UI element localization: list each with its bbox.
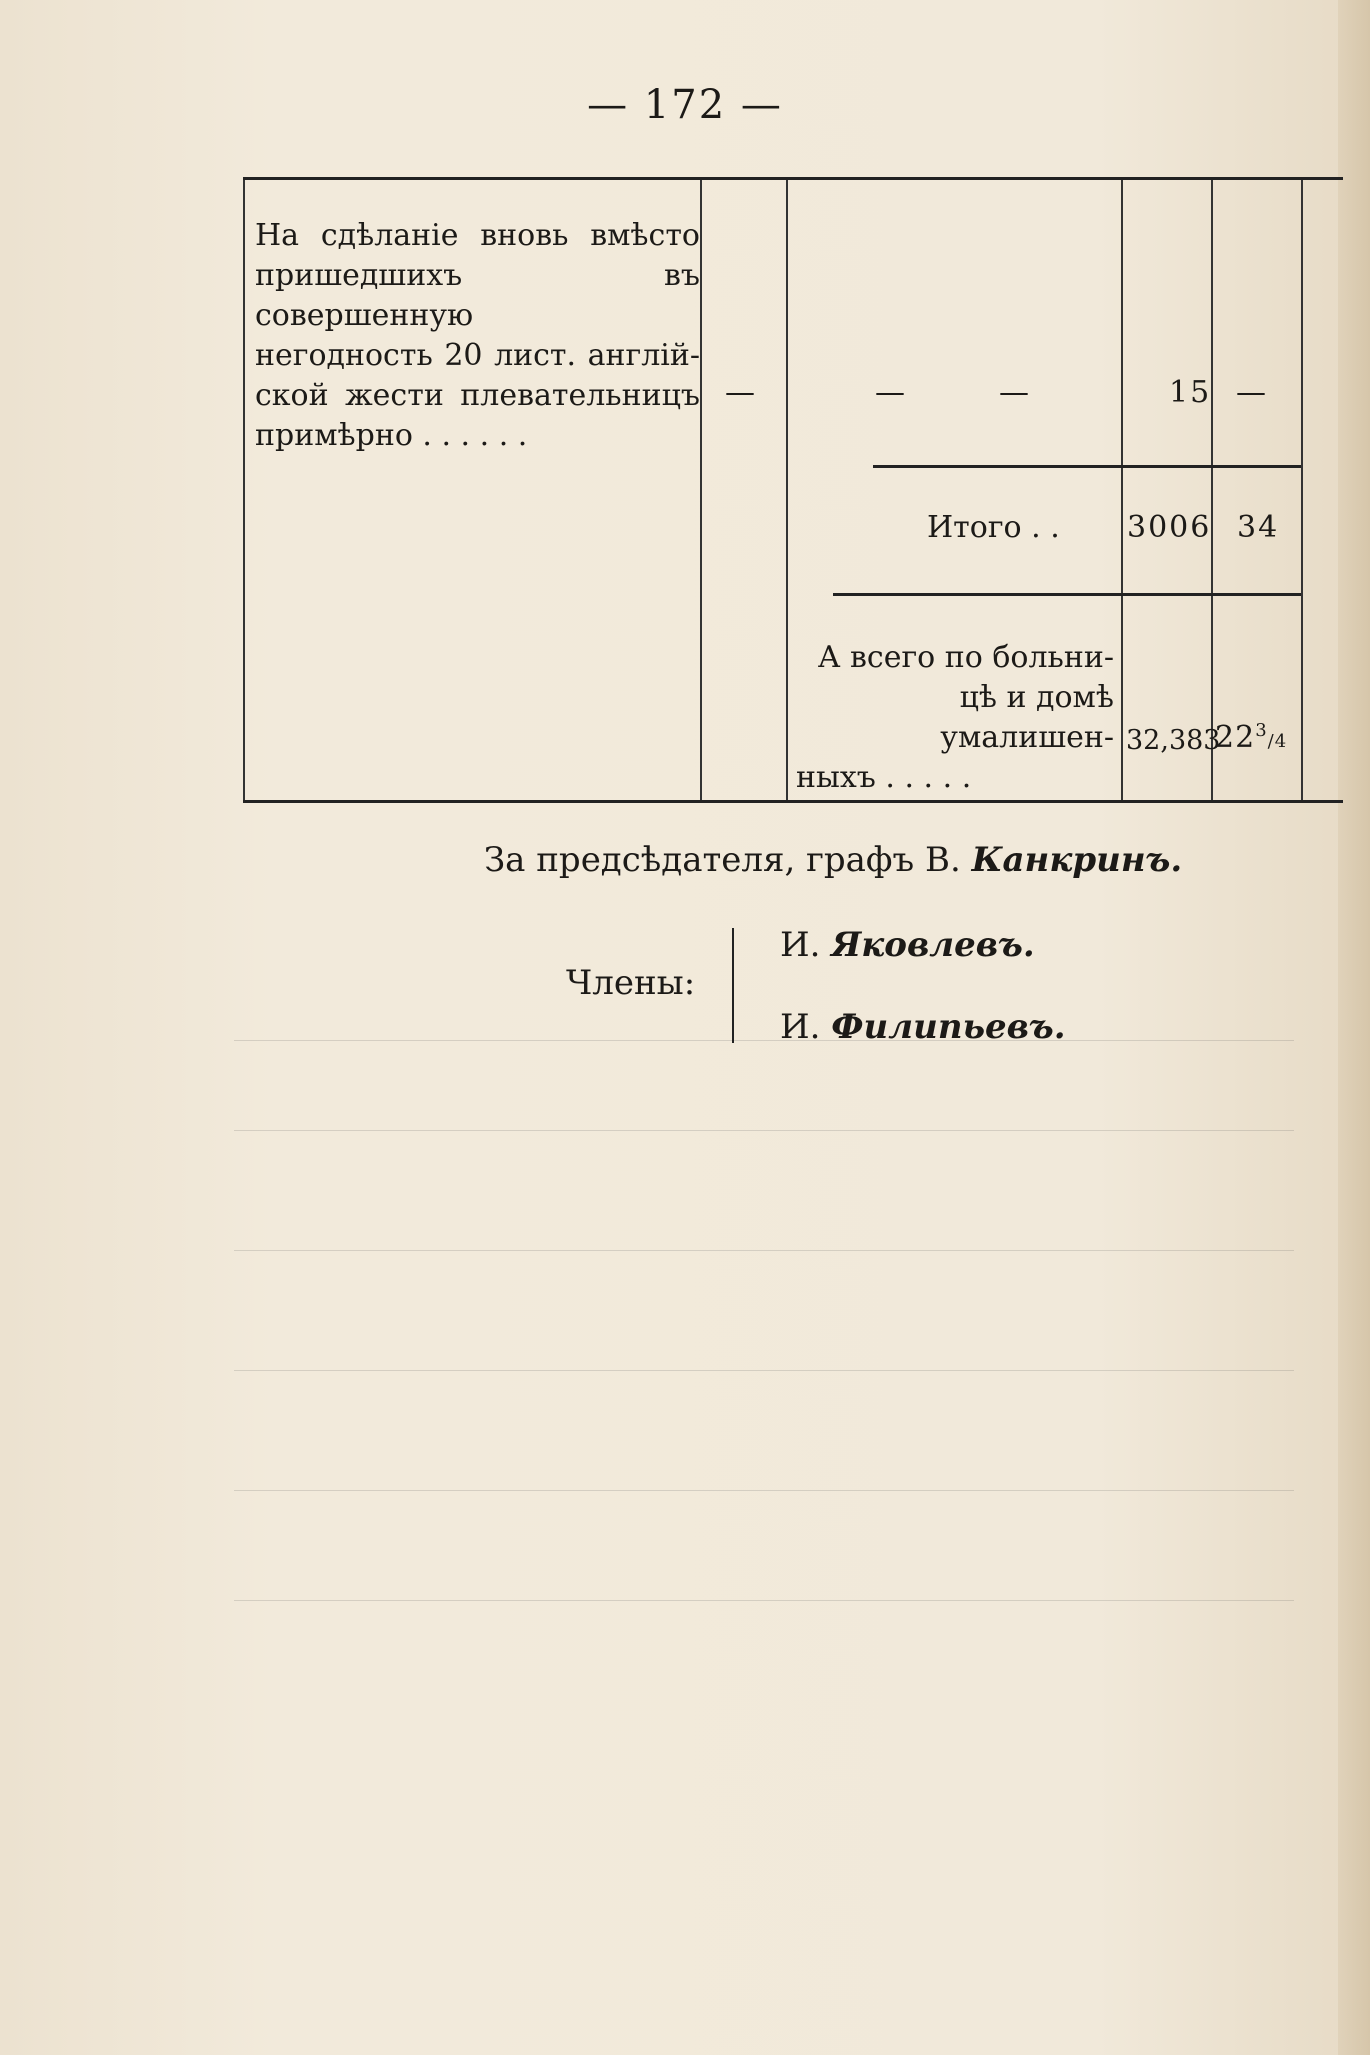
members-brace xyxy=(732,928,736,1043)
member-name: Филипьевъ. xyxy=(831,1007,1066,1047)
desc-line: На сдѣланіе вновь вмѣсто xyxy=(255,218,700,253)
itogo-label: Итого . . xyxy=(927,510,1060,545)
member-initial: И. xyxy=(780,925,821,965)
cell-dash: — xyxy=(725,375,755,410)
table-rule xyxy=(786,180,788,800)
cell-dash: — xyxy=(1236,375,1266,410)
table-rule xyxy=(1301,180,1303,800)
member-initial: И. xyxy=(780,1007,821,1047)
total-fraction: $22^3/4$ xyxy=(1215,720,1288,755)
total-line: А всего по больни- xyxy=(817,640,1114,675)
subtotal-rule xyxy=(873,465,1301,468)
itogo-value: 3006 xyxy=(1127,510,1212,545)
desc-line: примѣрно . . . . . . xyxy=(255,418,528,453)
table-rule xyxy=(700,180,702,800)
table-rule xyxy=(243,180,245,800)
cell-dash: — xyxy=(999,375,1029,410)
cell-value: 15 xyxy=(1169,375,1212,410)
desc-line: ской жести плевательницъ xyxy=(255,378,700,413)
total-line: цѣ и домѣ умалишен- xyxy=(940,680,1114,755)
expense-table xyxy=(243,177,1343,803)
table-rule xyxy=(1121,180,1123,800)
member-signature xyxy=(780,1007,1066,1047)
cell-dash: — xyxy=(875,375,905,410)
row-description xyxy=(255,216,700,456)
table-rule xyxy=(1211,180,1213,800)
chair-prefix: За предсѣдателя, графъ В. xyxy=(484,840,961,880)
desc-line: пришедшихъ въ совершенную xyxy=(255,258,700,333)
chair-signature xyxy=(484,840,1182,880)
page-number: — 172 — xyxy=(587,82,783,128)
member-signature xyxy=(780,925,1035,965)
itogo-value: 34 xyxy=(1237,510,1280,545)
total-label xyxy=(796,638,1114,798)
fraction-whole: 22 xyxy=(1215,720,1256,755)
total-rule xyxy=(833,593,1301,596)
fraction-num: 3 xyxy=(1255,720,1268,741)
member-name: Яковлевъ. xyxy=(831,925,1035,965)
members-label: Члены: xyxy=(566,963,696,1003)
chair-name: Канкринъ. xyxy=(971,840,1183,880)
total-value: 32,383 xyxy=(1126,725,1221,756)
total-line: ныхъ . . . . . xyxy=(796,760,972,795)
fraction-den: 4 xyxy=(1274,731,1288,752)
desc-line: негодность 20 лист. англій- xyxy=(255,338,700,373)
